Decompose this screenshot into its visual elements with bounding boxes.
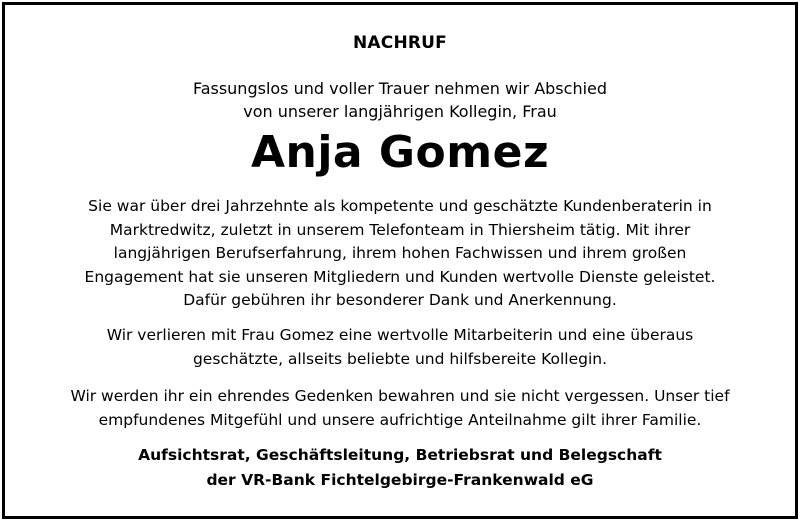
paragraph-line: Wir werden ihr ein ehrendes Gedenken bewahren und sie nicht vergessen. Unser tief [70, 387, 730, 405]
paragraph-line: Marktredwitz, zuletzt in unserem Telefonteam in Thiersheim tätig. Mit ihrer [109, 220, 691, 239]
paragraph-condolence [45, 385, 755, 432]
signature-line: der VR-Bank Fichtelgebirge-Frankenwald eG [206, 471, 594, 489]
paragraph-loss [45, 324, 755, 371]
paragraph-line: Engagement hat sie unseren Mitgliedern und Kunden wertvolle Dienste geleistet. [84, 267, 716, 286]
paragraph-line: Sie war über drei Jahrzehnte als kompetente und geschätzte Kundenberaterin in [88, 197, 712, 215]
deceased-name: Anja Gomez [250, 127, 550, 178]
signature-line: Aufsichtsrat, Geschäftsleitung, Betriebsrat und Belegschaft [138, 446, 662, 464]
paragraph-tribute [45, 195, 755, 313]
obituary-notice [2, 2, 798, 519]
paragraph-line: Dafür gebühren ihr besonderer Dank und Anerkennung. [183, 291, 617, 309]
paragraph-line: Wir verlieren mit Frau Gomez eine wertvolle Mitarbeiterin und eine überaus [106, 326, 694, 344]
intro-line: von unserer langjährigen Kollegin, Frau [243, 102, 557, 121]
intro-text [5, 77, 795, 123]
intro-line: Fassungslos und voller Trauer nehmen wir Abschied [192, 79, 608, 98]
paragraph-line: langjährigen Berufserfahrung, ihrem hohen Fachwissen und ihrem großen [113, 244, 687, 262]
paragraph-line: geschätzte, allseits beliebte und hilfsbereite Kollegin. [192, 349, 608, 368]
paragraph-line: empfundenes Mitgefühl und unsere aufrichtige Anteilnahme gilt ihrer Familie. [98, 410, 702, 429]
signature-block [5, 443, 795, 493]
notice-heading: NACHRUF [353, 33, 447, 53]
